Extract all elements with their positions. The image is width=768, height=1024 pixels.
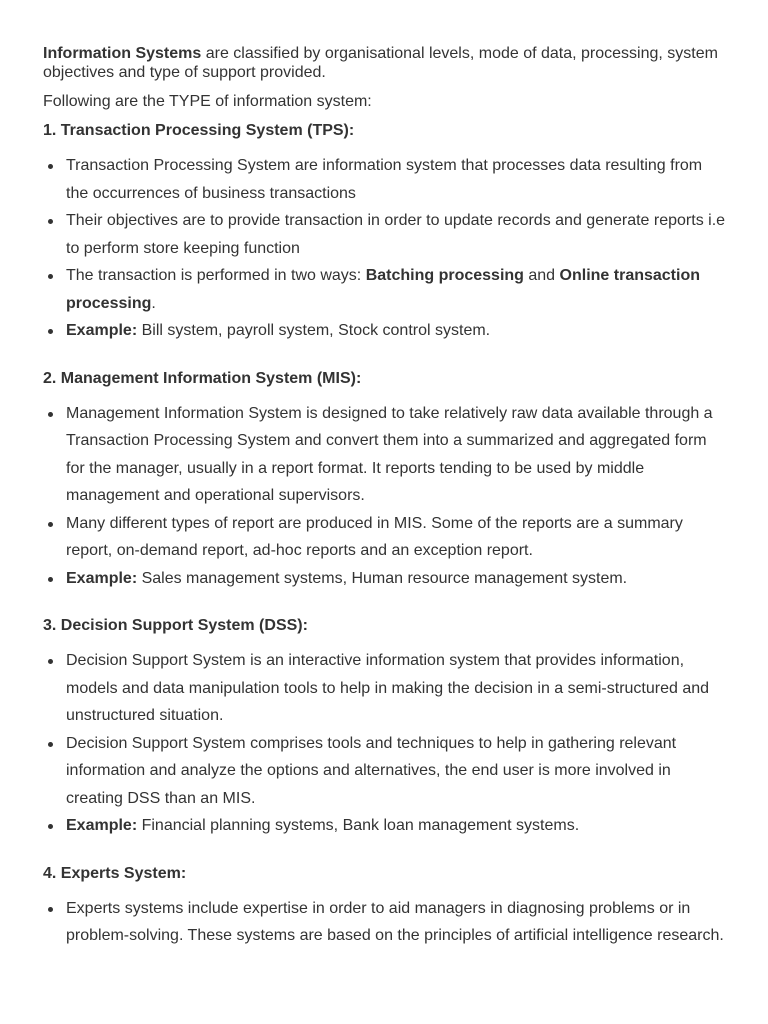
- example-label: Example:: [66, 569, 138, 587]
- list-item: [43, 647, 728, 730]
- list-item: [43, 510, 728, 565]
- bullet-icon: [48, 577, 53, 582]
- bullet-icon: [48, 659, 53, 664]
- intro-paragraph: [43, 44, 728, 82]
- item-bold-batching: Batching processing: [365, 267, 524, 284]
- list-item: [43, 895, 728, 950]
- list-item: [43, 262, 728, 317]
- list-item: [43, 207, 728, 262]
- item-text-pre: The transaction is performed in two ways:: [66, 267, 366, 284]
- list-item: [43, 400, 728, 510]
- list-item: [43, 317, 728, 345]
- item-text: Transaction Processing System are information system that processes data resulting from the occurrences of business transactions: [66, 157, 703, 202]
- item-bold-online: Online transaction processing: [66, 267, 700, 312]
- example-label: Example:: [66, 817, 138, 834]
- bullet-icon: [48, 219, 53, 224]
- bullet-icon: [48, 522, 53, 527]
- following-line: Following are the TYPE of information system:: [43, 93, 372, 110]
- dss-list: [43, 647, 728, 840]
- example-text: Bill system, payroll system, Stock control system.: [137, 322, 491, 339]
- mis-list: [43, 400, 728, 593]
- item-text: Management Information System is designed to take relatively raw data available through a Transaction Processing System and convert them into a summarized and aggregated form for the manager, usually in a report format. It reports tending to be used by middle management and operational supervisors.: [66, 404, 713, 504]
- tps-list: [43, 152, 728, 345]
- bullet-icon: [48, 329, 53, 334]
- list-item: [43, 565, 728, 593]
- section-heading-dss: 3. Decision Support System (DSS):: [43, 617, 308, 634]
- item-text: Decision Support System comprises tools and techniques to help in gathering relevant information and analyze the options and alternatives, the end user is more involved in creating DSS than an MIS.: [66, 734, 677, 807]
- list-item: [43, 812, 728, 840]
- bullet-icon: [48, 824, 53, 829]
- intro-bold-term: Information Systems: [43, 45, 202, 62]
- bullet-icon: [48, 742, 53, 747]
- item-text-post: .: [151, 294, 156, 312]
- bullet-icon: [48, 907, 53, 912]
- example-label: Example:: [66, 322, 138, 339]
- section-heading-mis: 2. Management Information System (MIS):: [43, 369, 362, 387]
- example-text: Financial planning systems, Bank loan management systems.: [137, 817, 580, 834]
- experts-list: [43, 895, 728, 950]
- item-text: Decision Support System is an interactive information system that provides information, models and data manipulation tools to help in making the decision in a semi-structured and unstructured situation.: [66, 652, 710, 724]
- list-item: [43, 730, 728, 813]
- item-text-mid: and: [523, 267, 560, 284]
- bullet-icon: [48, 274, 53, 279]
- example-text: Sales management systems, Human resource management system.: [137, 569, 628, 587]
- section-heading-experts: 4. Experts System:: [43, 864, 187, 882]
- intro-text: are classified by organisational levels, mode of data, processing, system objectives and type of support provided.: [43, 45, 718, 81]
- bullet-icon: [48, 164, 53, 169]
- item-text: Many different types of report are produced in MIS. Some of the reports are a summary report, on-demand report, ad-hoc reports and an exception report.: [66, 514, 683, 559]
- list-item: [43, 152, 728, 207]
- item-text: Their objectives are to provide transaction in order to update records and generate reports i.e to perform store keeping function: [66, 212, 726, 257]
- item-text: Experts systems include expertise in order to aid managers in diagnosing problems or in problem-solving. These systems are based on the principles of artificial intelligence research.: [66, 899, 724, 944]
- bullet-icon: [48, 412, 53, 417]
- section-heading-tps: 1. Transaction Processing System (TPS):: [43, 122, 355, 139]
